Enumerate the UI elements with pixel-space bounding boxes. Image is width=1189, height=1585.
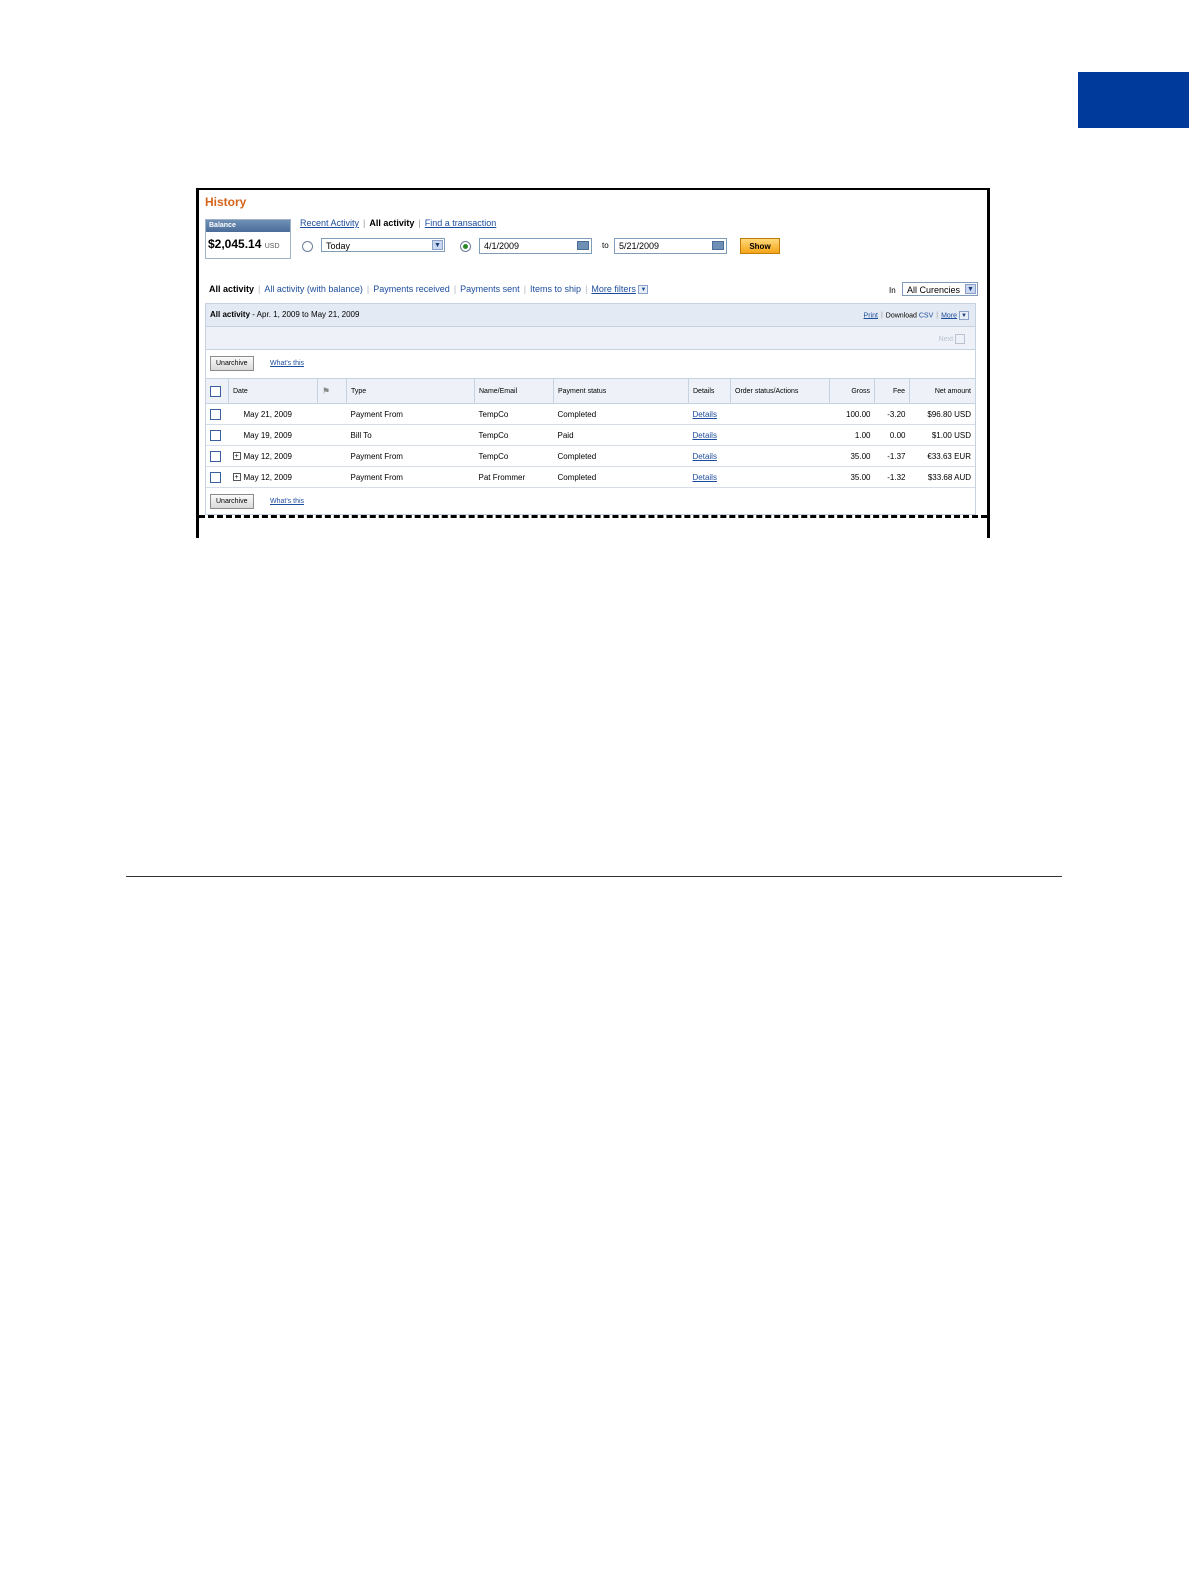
expand-icon[interactable]: + — [234, 474, 239, 482]
download-label: Download — [885, 312, 917, 320]
details-link[interactable]: Details — [692, 430, 717, 440]
row-fee: -3.20 — [875, 404, 910, 425]
row-order-status — [731, 446, 830, 467]
unarchive-button-top[interactable]: Unarchive — [210, 356, 254, 371]
row-details — [689, 425, 731, 446]
preset-range-select[interactable] — [321, 238, 445, 252]
row-date — [229, 425, 318, 446]
row-name: TempCo — [475, 425, 554, 446]
row-status: Paid — [554, 425, 689, 446]
row-fee: -1.37 — [875, 446, 910, 467]
more-download-link[interactable]: More — [941, 312, 958, 320]
row-status: Completed — [554, 404, 689, 425]
torn-edge-divider — [199, 515, 987, 518]
col-net-amount[interactable]: Net amount — [910, 379, 976, 404]
currency-value: All Curencies — [907, 285, 961, 295]
row-name: TempCo — [475, 404, 554, 425]
row-select-cell — [206, 446, 229, 467]
show-button[interactable]: Show — [740, 238, 780, 254]
whats-this-link-bottom[interactable]: What's this — [270, 498, 305, 505]
recent-activity-link[interactable]: Recent Activity — [300, 218, 360, 228]
to-label: to — [602, 241, 609, 250]
row-order-status — [731, 467, 830, 488]
select-all-cell — [206, 379, 229, 404]
row-gross: 35.00 — [830, 446, 875, 467]
next-label: Next — [938, 335, 954, 343]
chevron-down-icon[interactable]: ▼ — [638, 285, 648, 294]
balance-box — [205, 219, 291, 259]
table-row — [206, 425, 975, 446]
row-details — [689, 404, 731, 425]
col-payment-status[interactable]: Payment status — [554, 379, 689, 404]
row-type: Payment From — [347, 467, 475, 488]
row-date — [229, 467, 318, 488]
col-order-status: Order status/Actions — [731, 379, 830, 404]
row-order-status — [731, 425, 830, 446]
table-header-row — [206, 379, 975, 404]
row-net: $33.68 AUD — [910, 467, 976, 488]
panel-title — [210, 310, 359, 319]
find-transaction-link[interactable]: Find a transaction — [424, 218, 497, 228]
balance-amount: $2,045.14 — [208, 237, 262, 251]
history-screenshot — [196, 188, 990, 538]
row-name: TempCo — [475, 446, 554, 467]
col-date[interactable]: Date — [229, 379, 318, 404]
from-date-value: 4/1/2009 — [484, 241, 520, 251]
row-net: $1.00 USD — [910, 425, 976, 446]
print-link[interactable]: Print — [863, 312, 878, 320]
row-type: Bill To — [347, 425, 475, 446]
row-status: Completed — [554, 446, 689, 467]
currency-in-label: In — [889, 286, 896, 295]
chevron-down-icon: ▼ — [965, 284, 976, 294]
balance-value — [206, 232, 290, 256]
row-date — [229, 446, 318, 467]
row-checkbox[interactable] — [210, 451, 221, 462]
filter-tabs: All activity | All activity (with balance) | Payments received | Payments sent | Items to ship | More filters ▼ — [209, 284, 648, 294]
row-date-text: May 12, 2009 — [243, 451, 292, 461]
horizontal-rule — [126, 876, 1062, 877]
row-date-text: May 12, 2009 — [243, 472, 292, 482]
col-flag — [318, 379, 347, 404]
filter-tab-items-to-ship[interactable]: Items to ship — [530, 284, 582, 294]
panel-header — [206, 304, 975, 327]
balance-currency: USD — [264, 243, 280, 250]
flag-icon: ⚑ — [322, 385, 331, 396]
row-order-status — [731, 404, 830, 425]
row-gross: 1.00 — [830, 425, 875, 446]
row-details — [689, 467, 731, 488]
calendar-icon[interactable] — [712, 241, 724, 250]
row-flag — [318, 404, 347, 425]
expand-icon[interactable]: + — [234, 453, 239, 461]
table-row — [206, 467, 975, 488]
row-flag — [318, 446, 347, 467]
col-gross[interactable]: Gross — [830, 379, 875, 404]
custom-range-radio[interactable] — [460, 241, 471, 252]
table-row — [206, 446, 975, 467]
row-net: €33.63 EUR — [910, 446, 976, 467]
filter-tab-all-activity[interactable]: All activity — [209, 284, 255, 294]
arrow-right-icon — [955, 334, 965, 344]
row-type: Payment From — [347, 404, 475, 425]
history-view-links: Recent Activity | All activity | Find a transaction — [300, 218, 497, 228]
page-title: History — [205, 195, 247, 209]
to-date-value: 5/21/2009 — [619, 241, 660, 251]
row-gross: 35.00 — [830, 467, 875, 488]
pagination-row — [206, 327, 975, 350]
next-page-button — [939, 334, 965, 344]
all-activity-current: All activity — [369, 218, 415, 228]
row-select-cell — [206, 467, 229, 488]
row-checkbox[interactable] — [210, 409, 221, 420]
unarchive-button-bottom[interactable]: Unarchive — [210, 494, 254, 509]
row-net: $96.80 USD — [910, 404, 976, 425]
col-type[interactable]: Type — [347, 379, 475, 404]
calendar-icon[interactable] — [577, 241, 589, 250]
panel-title-bold: All activity — [210, 310, 251, 319]
from-date-field[interactable] — [479, 238, 592, 254]
activity-table — [206, 378, 975, 488]
panel-title-range: - Apr. 1, 2009 to May 21, 2009 — [250, 310, 360, 319]
col-details: Details — [689, 379, 731, 404]
row-details — [689, 446, 731, 467]
row-type: Payment From — [347, 446, 475, 467]
row-flag — [318, 425, 347, 446]
chapter-tab-marker — [1078, 72, 1189, 128]
row-fee: 0.00 — [875, 425, 910, 446]
panel-actions: Print | Download CSV | More ▼ — [864, 311, 969, 320]
row-date-text: May 21, 2009 — [243, 409, 292, 419]
row-fee: -1.32 — [875, 467, 910, 488]
details-link[interactable]: Details — [692, 472, 717, 482]
whats-this-link-top[interactable]: What's this — [270, 360, 305, 367]
row-name: Pat Frommer — [475, 467, 554, 488]
row-checkbox[interactable] — [210, 430, 221, 441]
filter-tab-all-with-balance[interactable]: All activity (with balance) — [264, 284, 363, 294]
row-checkbox[interactable] — [210, 472, 221, 483]
details-link[interactable]: Details — [692, 451, 717, 461]
preset-range-radio[interactable] — [302, 241, 313, 252]
to-date-field[interactable] — [614, 238, 727, 254]
row-date — [229, 404, 318, 425]
select-all-checkbox[interactable] — [210, 386, 221, 397]
row-select-cell — [206, 404, 229, 425]
filter-tab-payments-received[interactable]: Payments received — [373, 284, 450, 294]
csv-option[interactable]: CSV — [918, 312, 934, 320]
row-gross: 100.00 — [830, 404, 875, 425]
chevron-down-icon[interactable]: ▼ — [959, 311, 969, 320]
col-fee[interactable]: Fee — [875, 379, 910, 404]
table-row — [206, 404, 975, 425]
balance-label: Balance — [206, 220, 290, 232]
col-name[interactable]: Name/Email — [475, 379, 554, 404]
currency-select[interactable] — [902, 282, 978, 296]
preset-range-value: Today — [326, 241, 351, 251]
activity-panel — [205, 303, 976, 515]
row-flag — [318, 467, 347, 488]
row-status: Completed — [554, 467, 689, 488]
more-filters-link[interactable]: More filters — [591, 284, 636, 294]
chevron-down-icon: ▼ — [432, 240, 443, 250]
details-link[interactable]: Details — [692, 409, 717, 419]
row-date-text: May 19, 2009 — [243, 430, 292, 440]
row-select-cell — [206, 425, 229, 446]
filter-tab-payments-sent[interactable]: Payments sent — [460, 284, 520, 294]
